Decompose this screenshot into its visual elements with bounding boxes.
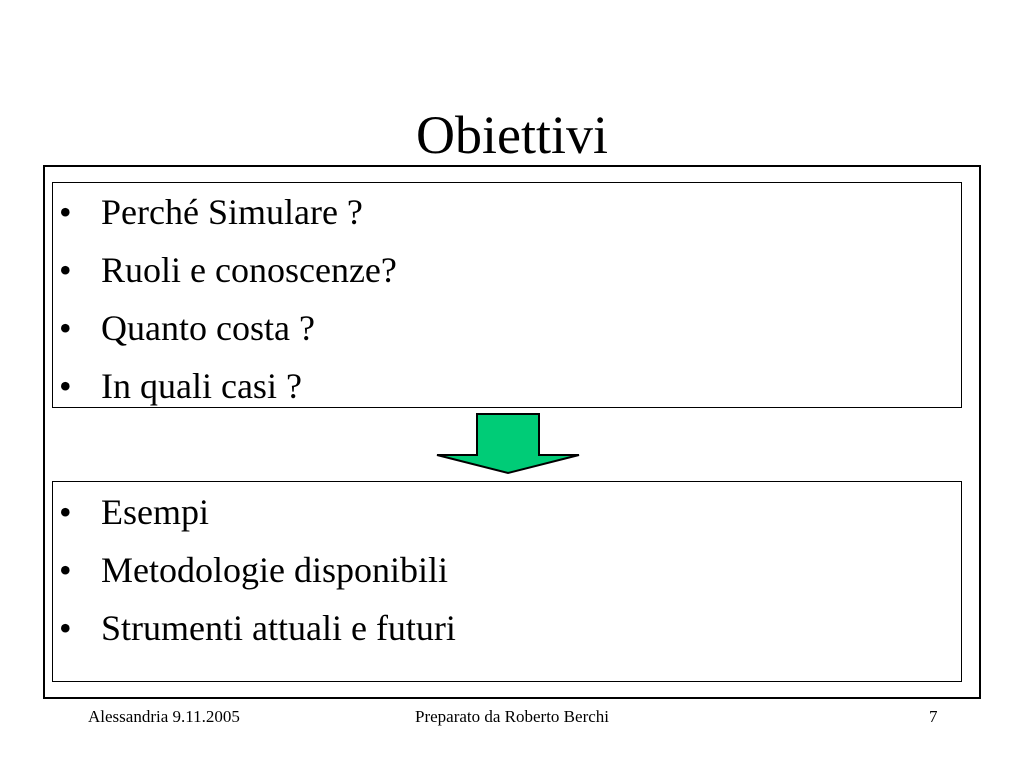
- bullet-icon: •: [59, 250, 72, 290]
- down-arrow-icon: [435, 413, 581, 475]
- footer-location-date: Alessandria 9.11.2005: [88, 707, 240, 726]
- list-item: [59, 599, 456, 657]
- bullet-icon: •: [59, 550, 72, 590]
- questions-box: [52, 182, 962, 408]
- footer-author: Preparato da Roberto Berchi: [414, 707, 609, 726]
- list-item: [59, 357, 302, 415]
- list-item-text: Quanto costa ?: [101, 308, 315, 348]
- list-item-text: Ruoli e conoscenze?: [101, 250, 397, 290]
- list-item: [59, 299, 315, 357]
- list-item: [59, 483, 209, 541]
- bullet-icon: •: [59, 492, 72, 532]
- list-item-text: Metodologie disponibili: [101, 550, 448, 590]
- list-item: [59, 541, 448, 599]
- bullet-icon: •: [59, 366, 72, 406]
- bullet-icon: •: [59, 308, 72, 348]
- list-item-text: Strumenti attuali e futuri: [101, 608, 456, 648]
- list-item-text: Perché Simulare ?: [101, 192, 363, 232]
- topics-box: [52, 481, 962, 682]
- down-arrow-shape: [437, 414, 579, 473]
- list-item: [59, 183, 363, 241]
- list-item: [59, 241, 397, 299]
- list-item-text: Esempi: [101, 492, 209, 532]
- bullet-icon: •: [59, 608, 72, 648]
- bullet-icon: •: [59, 192, 72, 232]
- slide-title: Obiettivi: [416, 105, 608, 165]
- list-item-text: In quali casi ?: [101, 366, 302, 406]
- footer-page-number: 7: [929, 707, 938, 726]
